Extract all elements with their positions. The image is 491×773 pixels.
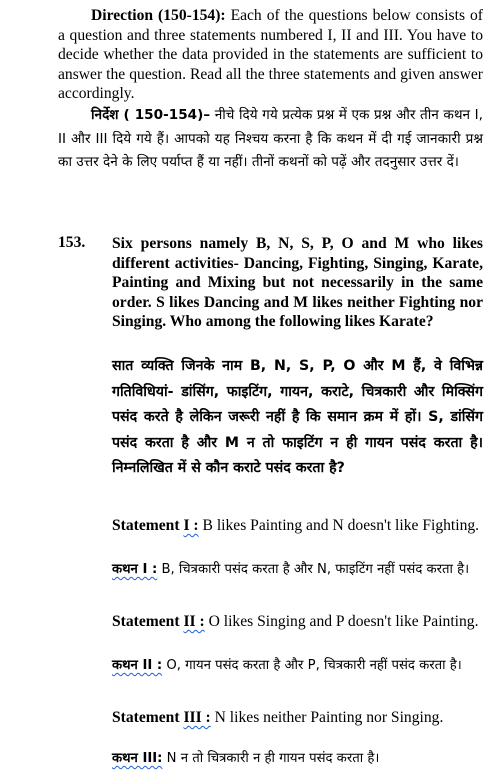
statement-2-hindi-text: O, गायन पसंद करता है और P, चित्रकारी नहीं पसंद करता है। bbox=[162, 658, 462, 673]
statement-3-hindi-text: N न तो चित्रकारी न ही गायन पसंद करता है। bbox=[162, 751, 380, 766]
question-hindi: सात व्यक्ति जिनके नाम B, N, S, P, O और M हैं, वे विभिन्न गतिविधियां- डांसिंग, फाइटिंग, गायन, कराटे, चित्रकारी और मिक्सिंग पसंद करते है लेकिन जरूरी नहीं है कि समान क्रम में हों। S, डांसिंग पसंद करता है और M न तो फाइटिंग न ही गायन पसंद करता है। निम्नलिखित में से कौन कराटे पसंद करता है? bbox=[112, 358, 483, 477]
statement-1-number: I : bbox=[183, 517, 199, 534]
statement-3-label: Statement bbox=[112, 709, 184, 726]
question-number: 153. bbox=[58, 234, 86, 251]
statement-1-text: B likes Painting and N doesn't like Fighting. bbox=[198, 517, 480, 534]
statement-1-hindi-text: B, चित्रकारी पसंद करता है और N, फाइटिंग नहीं पसंद करता है। bbox=[157, 562, 470, 577]
statement-2-label: Statement bbox=[112, 613, 184, 630]
statement-3-hindi-label: कथन III: bbox=[112, 751, 163, 766]
statement-1-hindi-label: कथन I : bbox=[112, 562, 158, 577]
statement-2-english bbox=[112, 612, 483, 632]
statement-2-hindi-label: कथन II : bbox=[112, 658, 163, 673]
statement-2-number: II : bbox=[183, 613, 205, 630]
statement-1-hindi bbox=[112, 559, 483, 581]
statement-1-label: Statement bbox=[112, 517, 184, 534]
direction-text: Each of the questions below consists of a question and three statements numbered I, II and III. You have to decide whether the data provided in the statements are sufficient to answer the question. Read all the three statements and given answer accordingly. bbox=[58, 7, 483, 103]
direction-hindi-label: निर्देश ( 150-154)– bbox=[91, 107, 211, 123]
statement-1-english bbox=[112, 516, 483, 536]
question-english: Six persons namely B, N, S, P, O and M who likes different activities- Dancing, Fighting, Singing, Karate, Painting and Mixing but not necessarily in the same order. S likes Dancing and M likes neither Fighting nor Singing. Who among the following likes Karate? bbox=[112, 235, 483, 331]
statement-2-hindi bbox=[112, 655, 483, 677]
statement-3-english bbox=[112, 708, 483, 728]
statement-3-text: N likes neither Painting nor Singing. bbox=[210, 709, 444, 726]
direction-hindi bbox=[58, 104, 483, 175]
statement-2-text: O likes Singing and P doesn't like Painting. bbox=[204, 613, 479, 630]
statement-3-hindi bbox=[112, 748, 483, 770]
direction-english bbox=[58, 6, 483, 104]
statement-3-number: III : bbox=[183, 709, 211, 726]
direction-label: Direction (150-154): bbox=[91, 7, 226, 24]
direction-hindi-text: नीचे दिये गये प्रत्येक प्रश्न में एक प्रश्न और तीन कथन I, II और III दिये गये हैं। आपको यह निश्चय करना है कि कथन में दी गई जानकारी प्रश्न का उत्तर देने के लिए पर्याप्त हैं या नहीं। तीनों कथनों को पढ़ें और तदनुसार उत्तर दें। bbox=[58, 107, 483, 171]
